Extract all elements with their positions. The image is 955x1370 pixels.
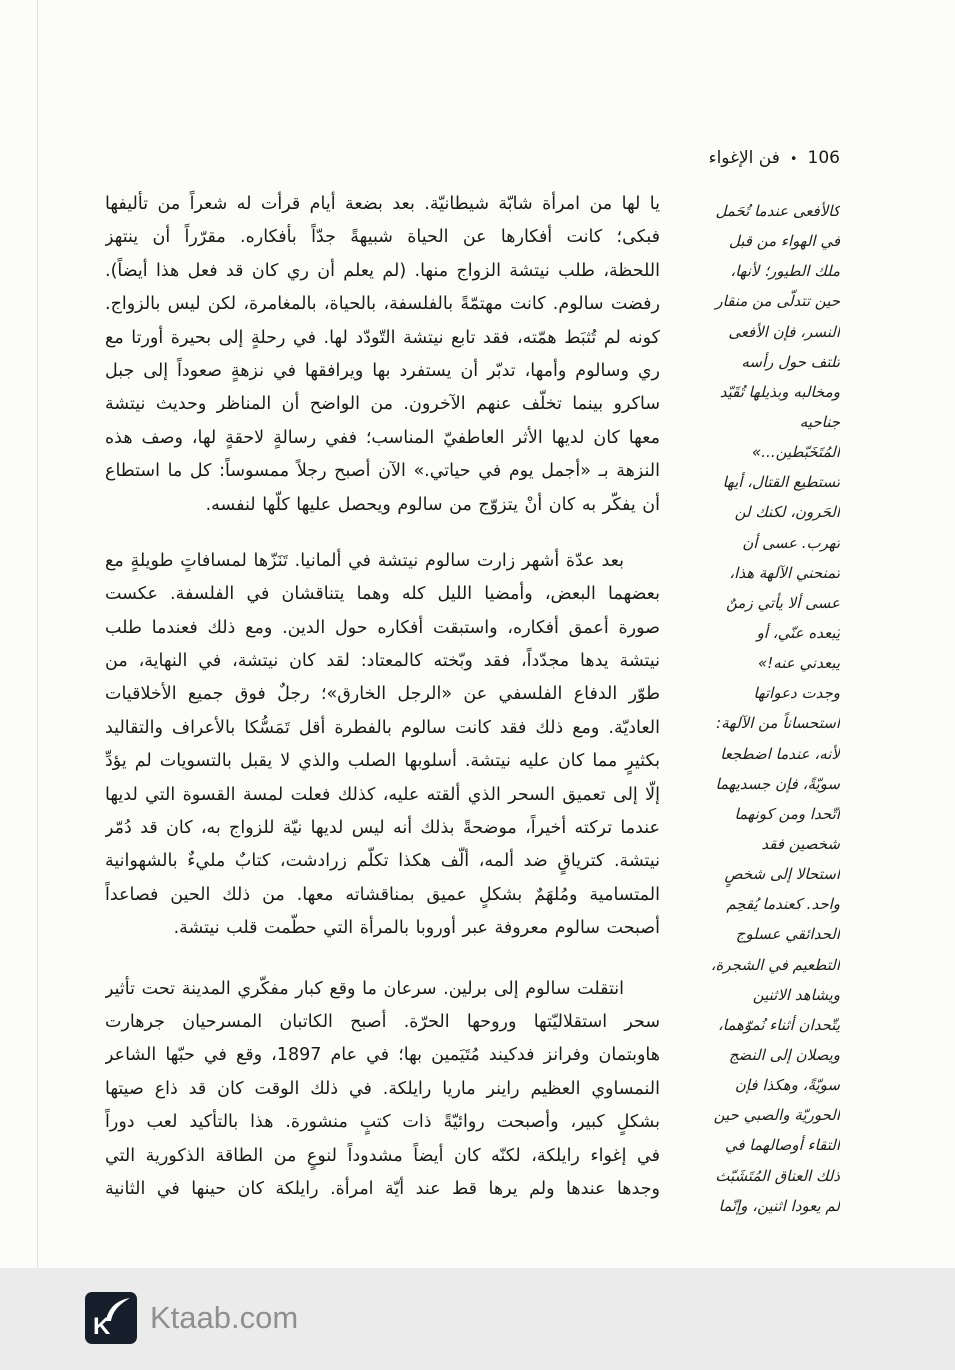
text-line: بشكلٍ كبير، وأصبحت روائيّةً ذات كتبٍ منشورة. هذا بالتأكيد لعب دوراً [105,1112,660,1133]
margin-line: اتّحدا ومن كونهما [734,804,840,823]
text-line: إلّا إلى تعميق السحر الذي ألقته عليه، كذلك فعلت لمسة القسوة التي لديها [105,784,660,805]
text-line: أصبحت سالوم معروفة عبر أوروبا بالمرأة التي حطّمت قلب نيتشة. [173,918,660,939]
page-edge-line [37,0,38,1270]
margin-line: سويّةً، وهكذا فإن [734,1076,840,1095]
margin-line: المُتَخَبّطين...» [752,443,840,462]
margin-line: ملك الطيور؛ لأنها، [730,262,840,281]
text-line: هاوبتمان وفرانز فدكيند مُتَيَمين بها؛ في عام 1897، وقع في حبّها الشاعر [105,1045,660,1066]
page-header [709,148,840,168]
text-line: سحر استقلاليّتها وروحها الحرّة. أصبح الكاتبان المسرحيان جرهارت [105,1011,660,1032]
brand-logo [85,1292,137,1344]
text-line: ري وسالوم وأمها، تدبّر أن يستفرد بها ويرافقها في نزهةٍ صعوداً إلى جبل [105,360,660,381]
margin-line: النسر، فإن الأفعى [728,322,840,341]
margin-note-column [660,196,840,1221]
paragraph-1 [105,188,660,522]
text-line: معها كان لديها الأثر العاطفيّ المناسب؛ ففي رسالةٍ لاحقةٍ لها، وصف هذه [105,427,660,448]
text-line: رفضت سالوم. كانت مهتمّةً بالفلسفة، بالحياة، بالمغامرة، لكن ليس بالزواج. [105,294,660,315]
paragraph-2 [105,545,660,946]
margin-line: جناحيه [799,412,840,431]
text-line: عندما تركته أخيراً، موضحةً بذلك أنه ليس لديها نيّة للزواج به، كان قد دُمّر [105,818,660,839]
page-number: 106 [807,148,840,168]
brand-name: Ktaab.com [150,1300,299,1335]
margin-line: لم يعودا اثنين، وإنّما [718,1196,840,1215]
margin-line: ذلك العناق المُتَشَبّث [715,1166,840,1185]
margin-line: كالأفعى عندما تُحَمل [715,202,840,220]
text-line: انتقلت سالوم إلى برلين. سرعان ما وقع كبار مفكّري المدينة تحت تأثير [105,978,624,999]
main-text-column [105,188,660,1206]
margin-line: الحوريّة والصبي حين [713,1106,840,1125]
margin-line: في الهواء من قبل [728,232,840,251]
margin-line: تستطيع القتال، أيها [722,473,840,492]
margin-line: يتّحدان أثناء نُموّهما، [717,1015,840,1034]
header-bullet: • [789,152,798,167]
margin-line: حين تتدلّى من منقار [715,292,840,311]
margin-line: لأنه، عندما اضطجعا [720,744,840,763]
margin-line: ومخالبه وبذيلها تُقَيّد [719,382,840,401]
text-line: في إغواء رايلكة، لكنّه كان أيضاً مشدوداً لنوعٍ من الطاقة الذكورية التي [105,1145,660,1166]
text-line: صورة أعمق أفكاره، واستبقت أفكاره حول الدين. ومع ذلك فعندما طلب [105,617,660,638]
margin-line: يُبعده عنّي، أو [756,623,840,642]
text-line: أن يفكّر به كان أنْ يتزوّج من سالوم ويحصل عليها كلّها لنفسه. [205,494,660,515]
text-line: يا لها من امرأة شابّة شيطانيّة. بعد بضعة أيام قرأت له شعراً من تأليفها [105,194,660,214]
text-line: المتسامية ومُلهَمٌ بشكلٍ عميق بمناقشاته معها. من ذلك الحين فصاعداً [105,884,660,905]
margin-line: تهرب. عسى أن [742,533,840,552]
margin-line: ويشاهد الاثنين [752,985,840,1004]
margin-line: واحد. كعندما يُقحِم [726,895,840,914]
text-line: طوّر الدفاع الفلسفي عن «الرجل الخارق»؛ رجلٌ فوق جميع الأخلاقيات [105,684,660,705]
margin-line: الحَرون، لكنك لن [734,503,840,522]
margin-line: شخصين فقد [761,834,840,853]
margin-line: عسى ألا يأتي زمنٌ [726,593,840,612]
text-line: بعضهما البعض، وأمضيا الليل كله وهما يتناقشان في الفلسفة. عكست [105,584,660,605]
text-line: كونه لم تُثبَط همّته، فقد تابع نيتشة التّودّد لها. في رحلةٍ إلى بحيرة أورتا مع [105,327,660,348]
paragraph-3 [105,973,660,1207]
text-line: النزهة بـ «أجمل يوم في حياتي.» الآن أصبح رجلاً ممسوساً: كل ما استطاع [105,461,660,482]
text-line: ساكرو بينما تخلّف عنهم الآخرون. من الواضح أن المناظر وحديث نيتشة [105,394,660,415]
margin-line: تمنحني الآلهة هذا، [729,563,840,582]
text-line: نيتشة. كترياقٍ ضد ألمه، ألّف هكذا تكلّم زرادشت، كتابٌ مليءٌ بالشهوانية [105,851,660,872]
margin-line: الحدائقي عسلوج [735,925,840,944]
text-line: العاديّة. ومع ذلك فقد كانت سالوم بالفطرة أقل تَمَسُّكا بالأعراف والتقاليد [105,717,660,738]
margin-line: التطعيم في الشجرة، [710,955,840,974]
margin-line: سويّةً، فإن جسديهما [715,774,840,793]
margin-line: يبعدني عنه!» [757,654,840,673]
margin-line: استحساناً من الآلهة: [716,714,840,733]
book-title: فن الإغواء [708,148,780,168]
footer-band [0,1268,955,1370]
text-line: اللحظة، طلب نيتشة الزواج منها. (لم يعلم أن ري كان قد فعل هذا أيضاً). [105,260,660,281]
logo-letter: K [93,1313,111,1340]
text-line: بكثيرٍ مما كان عليه نيتشة. أسلوبها الصلب والذي لا يقبل بالتسويات لم يؤدِّ [105,751,660,772]
text-line: فبكى؛ كانت أفكارها عن الحياة شبيهةً جدّاً بأفكاره. مقرّراً أن ينتهز [105,227,660,248]
text-line: النمساوي العظيم راينر ماريا رايلكة. في ذلك الوقت كان قد ذاع صيتها [105,1078,660,1099]
margin-line: ويصلان إلى النضج [728,1045,840,1064]
margin-line: وجدت دعواتها [753,684,840,703]
margin-line: استحالا إلى شخصٍ [724,865,840,884]
margin-line: التقاء أوصالهما في [724,1136,840,1155]
text-line: نيتشة يدها مجدّداً، فقد وبّخته كالمعتاد: لقد كان نيتشة، في النهاية، من [105,651,660,672]
margin-line: تلتف حول رأسه [741,352,840,371]
text-line: بعد عدّة أشهر زارت سالوم نيتشة في ألمانيا. تَنَزّها لمسافاتٍ طويلةٍ مع [105,550,624,571]
text-line: وجدها عندها ولم يرها قط عند أيّة امرأة. رايلكة كان حينها في الثانية [105,1178,660,1199]
